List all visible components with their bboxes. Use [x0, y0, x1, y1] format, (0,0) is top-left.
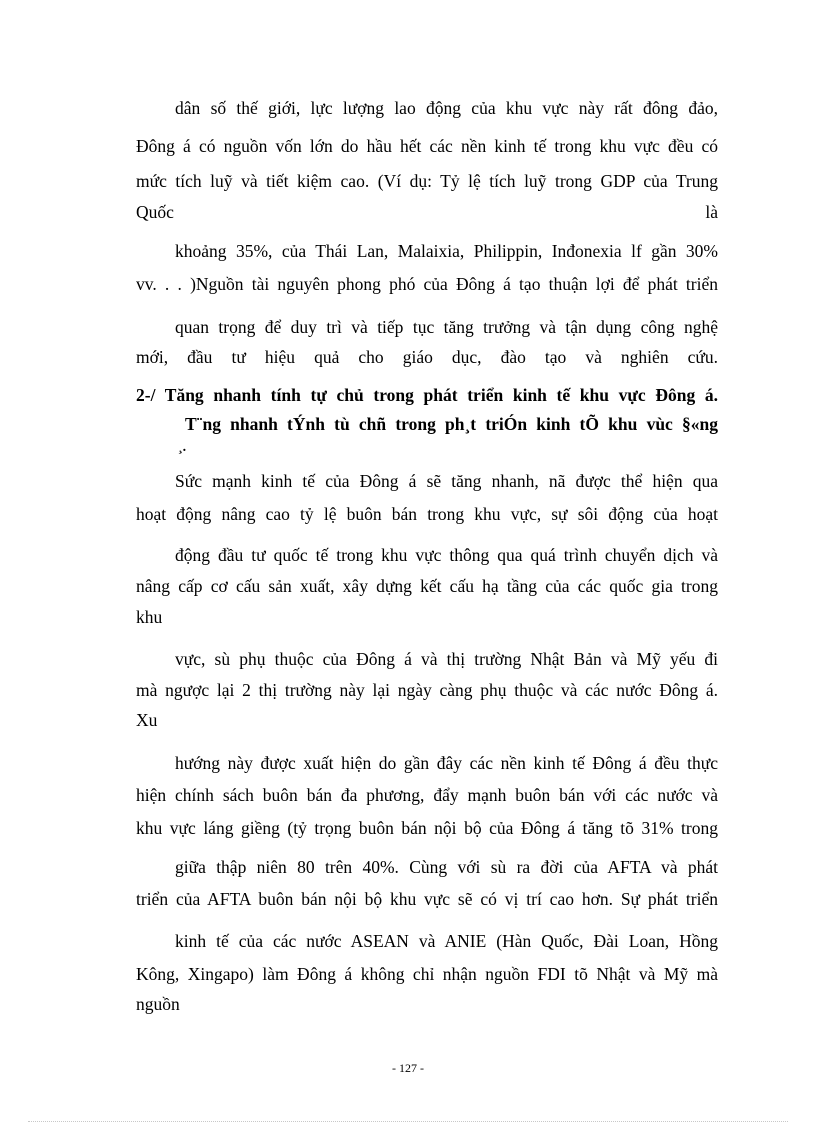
paragraph-line: quan trọng để duy trì và tiếp tục tăng trưởng và tận dụng công nghệ — [175, 317, 718, 337]
section-heading-garbled: T¨ng nhanh tÝnh tù chñ trong ph¸t triÓn kinh tÕ khu vùc §«ng — [185, 414, 718, 434]
split-line-right: là — [705, 202, 718, 222]
paragraph-line: khu — [136, 607, 163, 627]
paragraph-line: mà ngược lại 2 thị trường này lại ngày càng phụ thuộc và các nước Đông á. — [136, 680, 718, 700]
paragraph-line: kinh tế của các nước ASEAN và ANIE (Hàn Quốc, Đài Loan, Hồng — [175, 931, 718, 951]
paragraph-line: vv. . . )Nguồn tài nguyên phong phó của Đông á tạo thuận lợi để phát triển — [136, 274, 718, 294]
paragraph-line: triển của AFTA buôn bán nội bộ khu vực sẽ có vị trí cao hơn. Sự phát triển — [136, 889, 718, 909]
paragraph-line: động đầu tư quốc tế trong khu vực thông qua quá trình chuyển dịch và — [175, 545, 718, 565]
section-heading: 2-/ Tăng nhanh tính tự chủ trong phát triển kinh tế khu vực Đông á. — [136, 385, 718, 405]
paragraph-line: mới, đầu tư hiệu quả cho giáo dục, đào tạo và nghiên cứu. — [136, 347, 718, 367]
page-number: - 127 - — [392, 1061, 424, 1075]
section-heading-garbled-tail: ¸. — [178, 440, 187, 455]
paragraph-line: hoạt động nâng cao tỷ lệ buôn bán trong khu vực, sự sôi động của hoạt — [136, 504, 718, 524]
paragraph-line: dân số thế giới, lực lượng lao động của khu vực này rất đông đảo, — [175, 98, 718, 118]
paragraph-line: khoảng 35%, của Thái Lan, Malaixia, Philippin, Inđonexia lf gần 30% — [175, 241, 718, 261]
split-line — [136, 200, 718, 224]
paragraph-line: Kông, Xingapo) làm Đông á không chỉ nhận nguồn FDI tõ Nhật và Mỹ mà — [136, 964, 718, 984]
paragraph-line: nâng cấp cơ cấu sản xuất, xây dựng kết cấu hạ tầng của các quốc gia trong — [136, 576, 718, 596]
paragraph-line: khu vực láng giềng (tỷ trọng buôn bán nội bộ của Đông á tăng tõ 31% trong — [136, 818, 718, 838]
paragraph-line: hướng này được xuất hiện do gần đây các nền kinh tế Đông á đều thực — [175, 753, 718, 773]
paragraph-line: nguồn — [136, 994, 180, 1014]
paragraph-line: mức tích luỹ và tiết kiệm cao. (Ví dụ: Tỷ lệ tích luỹ trong GDP của Trung — [136, 171, 718, 191]
paragraph-line: Đông á có nguồn vốn lớn do hầu hết các nền kinh tế trong khu vực đều có — [136, 136, 718, 156]
page-bottom-divider — [28, 1121, 788, 1122]
paragraph-line: hiện chính sách buôn bán đa phương, đẩy mạnh buôn bán với các nước và — [136, 785, 718, 805]
paragraph-line: vực, sù phụ thuộc của Đông á và thị trường Nhật Bản và Mỹ yếu đi — [175, 649, 718, 669]
paragraph-line: Xu — [136, 710, 158, 730]
paragraph-line: giữa thập niên 80 trên 40%. Cùng với sù ra đời của AFTA và phát — [175, 857, 718, 877]
split-line-left: Quốc — [136, 202, 174, 222]
paragraph-line: Sức mạnh kinh tế của Đông á sẽ tăng nhanh, nã được thể hiện qua — [175, 471, 718, 491]
